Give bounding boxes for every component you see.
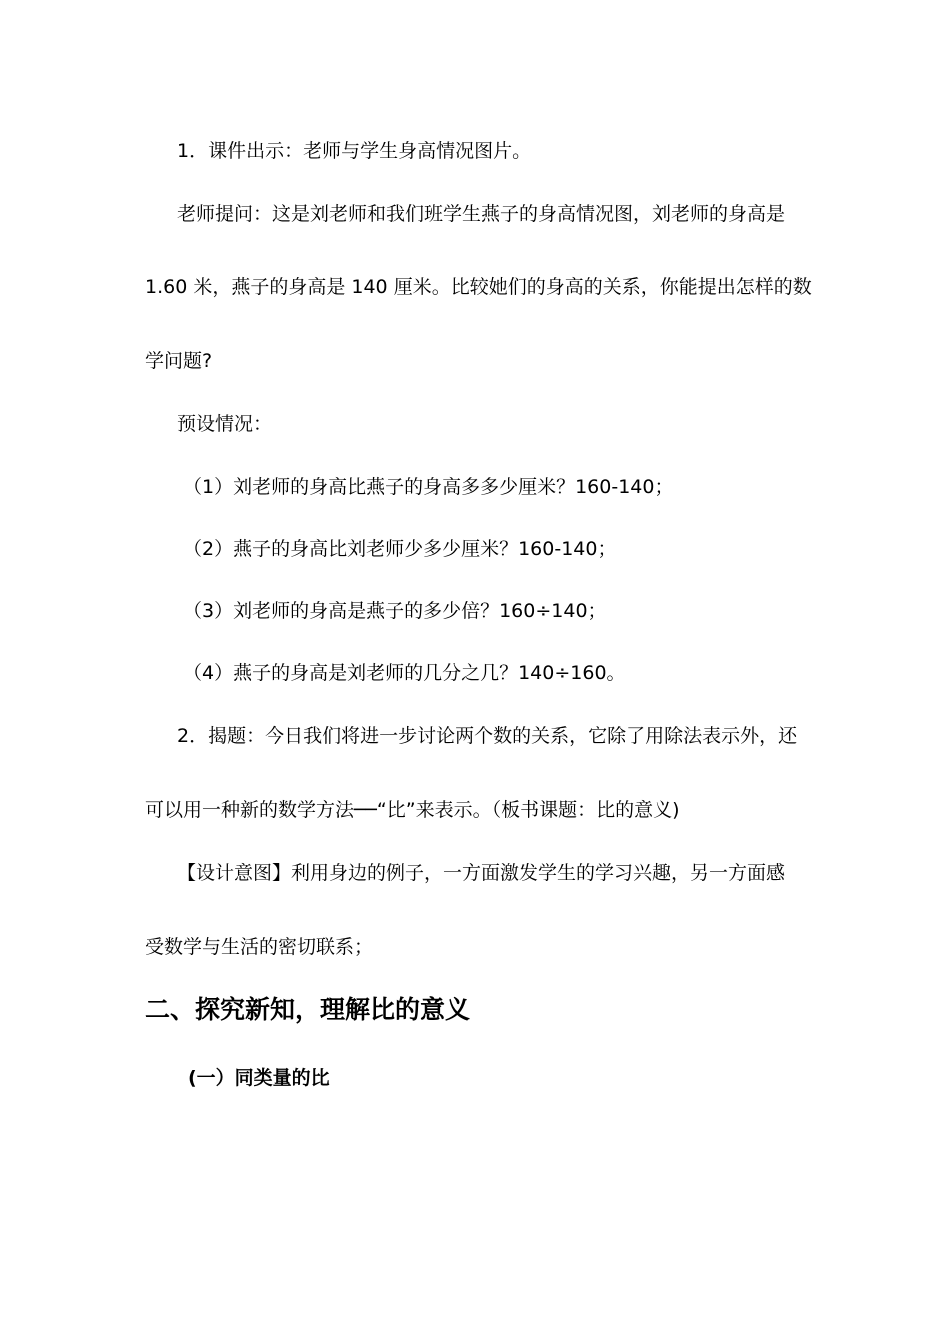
list-item: （4）燕子的身高是刘老师的几分之几？140÷160。 [183,662,626,684]
paragraph-reveal-topic: 2．揭题：今日我们将进一步讨论两个数的关系，它除了用除法表示外，还 [177,725,798,747]
paragraph-design-intent: 【设计意图】利用身边的例子，一方面激发学生的学习兴趣，另一方面感 [177,862,786,884]
list-item: （1）刘老师的身高比燕子的身高多多少厘米？160-140； [183,476,674,498]
list-item: （2）燕子的身高比刘老师少多少厘米？160-140； [183,538,617,560]
paragraph-design-intent-cont: 受数学与生活的密切联系； [145,936,374,958]
paragraph-teacher-question: 老师提问：这是刘老师和我们班学生燕子的身高情况图，刘老师的身高是 [177,203,786,225]
subsection-heading: (一）同类量的比 [188,1067,330,1089]
paragraph-courseware: 1．课件出示：老师与学生身高情况图片。 [177,140,532,162]
section-heading: 二、探究新知，理解比的意义 [145,995,471,1024]
list-item: （3）刘老师的身高是燕子的多少倍？160÷140； [183,600,607,622]
paragraph-preset: 预设情况： [177,413,273,435]
paragraph-teacher-question-cont1: 1.60 米，燕子的身高是 140 厘米。比较她们的身高的关系，你能提出怎样的数 [145,276,812,298]
paragraph-reveal-topic-cont: 可以用一种新的数学方法──“比”来表示。（板书课题：比的意义) [145,799,680,821]
paragraph-teacher-question-cont2: 学问题? [145,350,213,372]
